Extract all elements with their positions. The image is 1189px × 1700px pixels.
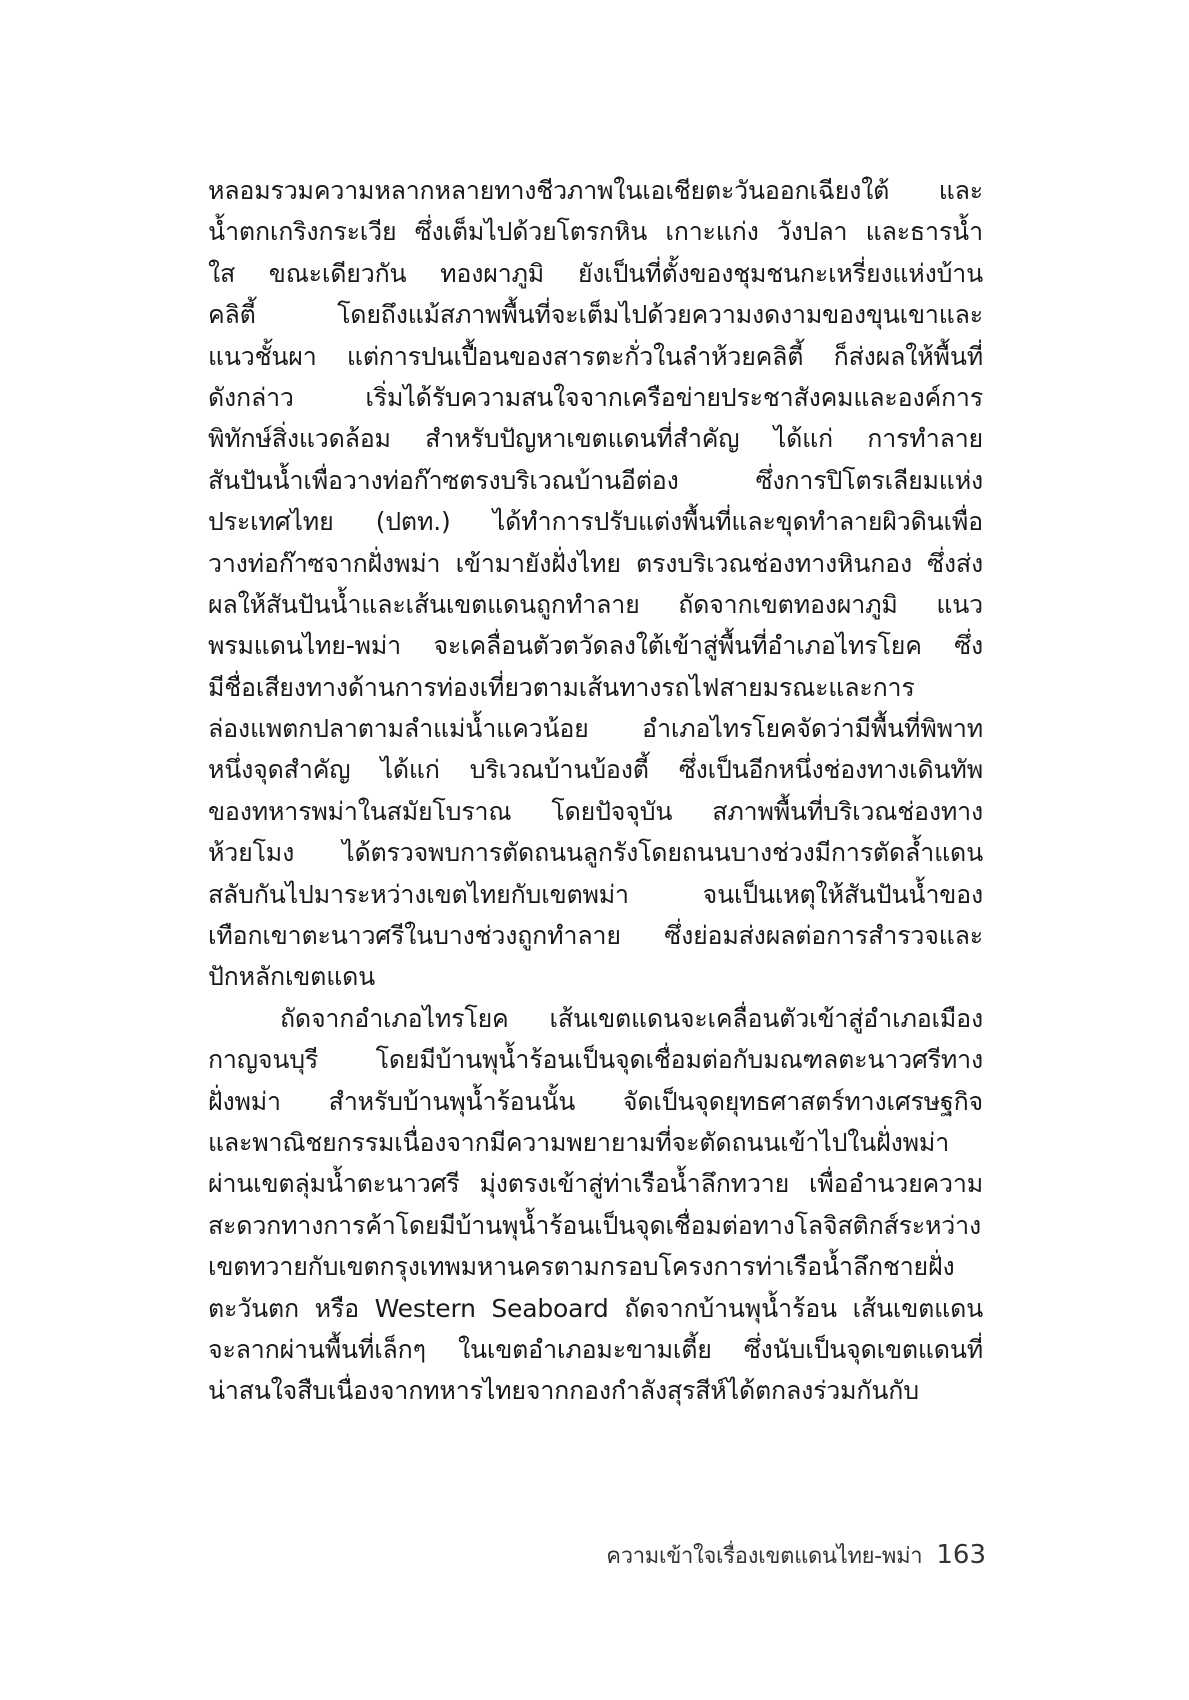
text-line: เขตทวายกับเขตกรุงเทพมหานครตามกรอบโครงการท่าเรือน้ำลึกชายฝั่ง	[208, 1252, 955, 1282]
page-number: 163	[936, 1540, 986, 1570]
text-line: สะดวกทางการค้าโดยมีบ้านพุน้ำร้อนเป็นจุดเชื่อมต่อทางโลจิสติกส์ระหว่าง	[208, 1210, 981, 1240]
text-line: ห้วยโมง ได้ตรวจพบการตัดถนนลูกรังโดยถนนบางช่วงมีการตัดล้ำแดน	[208, 838, 983, 868]
text-line: มีชื่อเสียงทางด้านการท่องเที่ยวตามเส้นทางรถไฟสายมรณะและการ	[208, 672, 915, 702]
text-line: ปักหลักเขตแดน	[208, 962, 376, 992]
text-line: ล่องแพตกปลาตามลำแม่น้ำแควน้อย อำเภอไทรโยคจัดว่ามีพื้นที่พิพาท	[208, 714, 983, 744]
text-line: คลิตี้ โดยถึงแม้สภาพพื้นที่จะเต็มไปด้วยความงดงามของขุนเขาและ	[208, 300, 983, 330]
text-line: พิทักษ์สิ่งแวดล้อม สำหรับปัญหาเขตแดนที่สำคัญ ได้แก่ การทำลาย	[208, 424, 983, 454]
text-line: ผ่านเขตลุ่มน้ำตะนาวศรี มุ่งตรงเข้าสู่ท่าเรือน้ำลึกทวาย เพื่ออำนวยความ	[208, 1169, 983, 1199]
text-line: ถัดจากอำเภอไทรโยค เส้นเขตแดนจะเคลื่อนตัวเข้าสู่อำเภอเมือง	[280, 1003, 983, 1033]
text-line: กาญจนบุรี โดยมีบ้านพุน้ำร้อนเป็นจุดเชื่อมต่อกับมณฑลตะนาวศรีทาง	[208, 1045, 983, 1075]
text-line: ประเทศไทย (ปตท.) ได้ทำการปรับแต่งพื้นที่และขุดทำลายผิวดินเพื่อ	[208, 507, 983, 537]
text-line: วางท่อก๊าซจากฝั่งพม่า เข้ามายังฝั่งไทย ตรงบริเวณช่องทางหินกอง ซึ่งส่ง	[208, 548, 983, 578]
text-line: สลับกันไปมาระหว่างเขตไทยกับเขตพม่า จนเป็นเหตุให้สันปันน้ำของ	[208, 879, 983, 909]
page-footer	[606, 1538, 986, 1573]
body-text	[208, 170, 983, 1412]
text-line: ตะวันตก หรือ Western Seaboard ถัดจากบ้านพุน้ำร้อน เส้นเขตแดน	[208, 1293, 983, 1323]
text-line: แนวชั้นผา แต่การปนเปื้อนของสารตะกั่วในลำห้วยคลิตี้ ก็ส่งผลให้พื้นที่	[208, 341, 983, 371]
text-line: ผลให้สันปันน้ำและเส้นเขตแดนถูกทำลาย ถัดจากเขตทองผาภูมิ แนว	[208, 589, 983, 619]
text-line: ใส ขณะเดียวกัน ทองผาภูมิ ยังเป็นที่ตั้งของชุมชนกะเหรี่ยงแห่งบ้าน	[208, 258, 983, 288]
text-line: หนึ่งจุดสำคัญ ได้แก่ บริเวณบ้านบ้องตี้ ซึ่งเป็นอีกหนึ่งช่องทางเดินทัพ	[208, 755, 983, 785]
text-line: จะลากผ่านพื้นที่เล็กๆ ในเขตอำเภอมะขามเตี้ย ซึ่งนับเป็นจุดเขตแดนที่	[208, 1334, 983, 1364]
text-line: เทือกเขาตะนาวศรีในบางช่วงถูกทำลาย ซึ่งย่อมส่งผลต่อการสำรวจและ	[208, 921, 983, 951]
text-line: หลอมรวมความหลากหลายทางชีวภาพในเอเชียตะวันออกเฉียงใต้ และ	[208, 176, 983, 205]
text-line: น่าสนใจสืบเนื่องจากทหารไทยจากกองกำลังสุรสีห์ได้ตกลงร่วมกันกับ	[208, 1376, 919, 1406]
text-line: น้ำตกเกริงกระเวีย ซึ่งเต็มไปด้วยโตรกหิน เกาะแก่ง วังปลา และธารน้ำ	[208, 217, 983, 247]
paragraph-1	[208, 170, 983, 998]
running-title: ความเข้าใจเรื่องเขตแดนไทย-พม่า	[606, 1544, 923, 1569]
text-line: ของทหารพม่าในสมัยโบราณ โดยปัจจุบัน สภาพพื้นที่บริเวณช่องทาง	[208, 796, 983, 826]
text-line: และพาณิชยกรรมเนื่องจากมีความพยายามที่จะตัดถนนเข้าไปในฝั่งพม่า	[208, 1127, 950, 1157]
text-line: พรมแดนไทย-พม่า จะเคลื่อนตัวตวัดลงใต้เข้าสู่พื้นที่อำเภอไทรโยค ซึ่ง	[208, 631, 983, 661]
text-line: ฝั่งพม่า สำหรับบ้านพุน้ำร้อนนั้น จัดเป็นจุดยุทธศาสตร์ทางเศรษฐกิจ	[208, 1086, 983, 1116]
text-line: สันปันน้ำเพื่อวางท่อก๊าซตรงบริเวณบ้านอีต่อง ซึ่งการปิโตรเลียมแห่ง	[208, 465, 983, 495]
text-line: ดังกล่าว เริ่มได้รับความสนใจจากเครือข่ายประชาสังคมและองค์การ	[208, 382, 983, 412]
paragraph-2	[208, 998, 983, 1412]
